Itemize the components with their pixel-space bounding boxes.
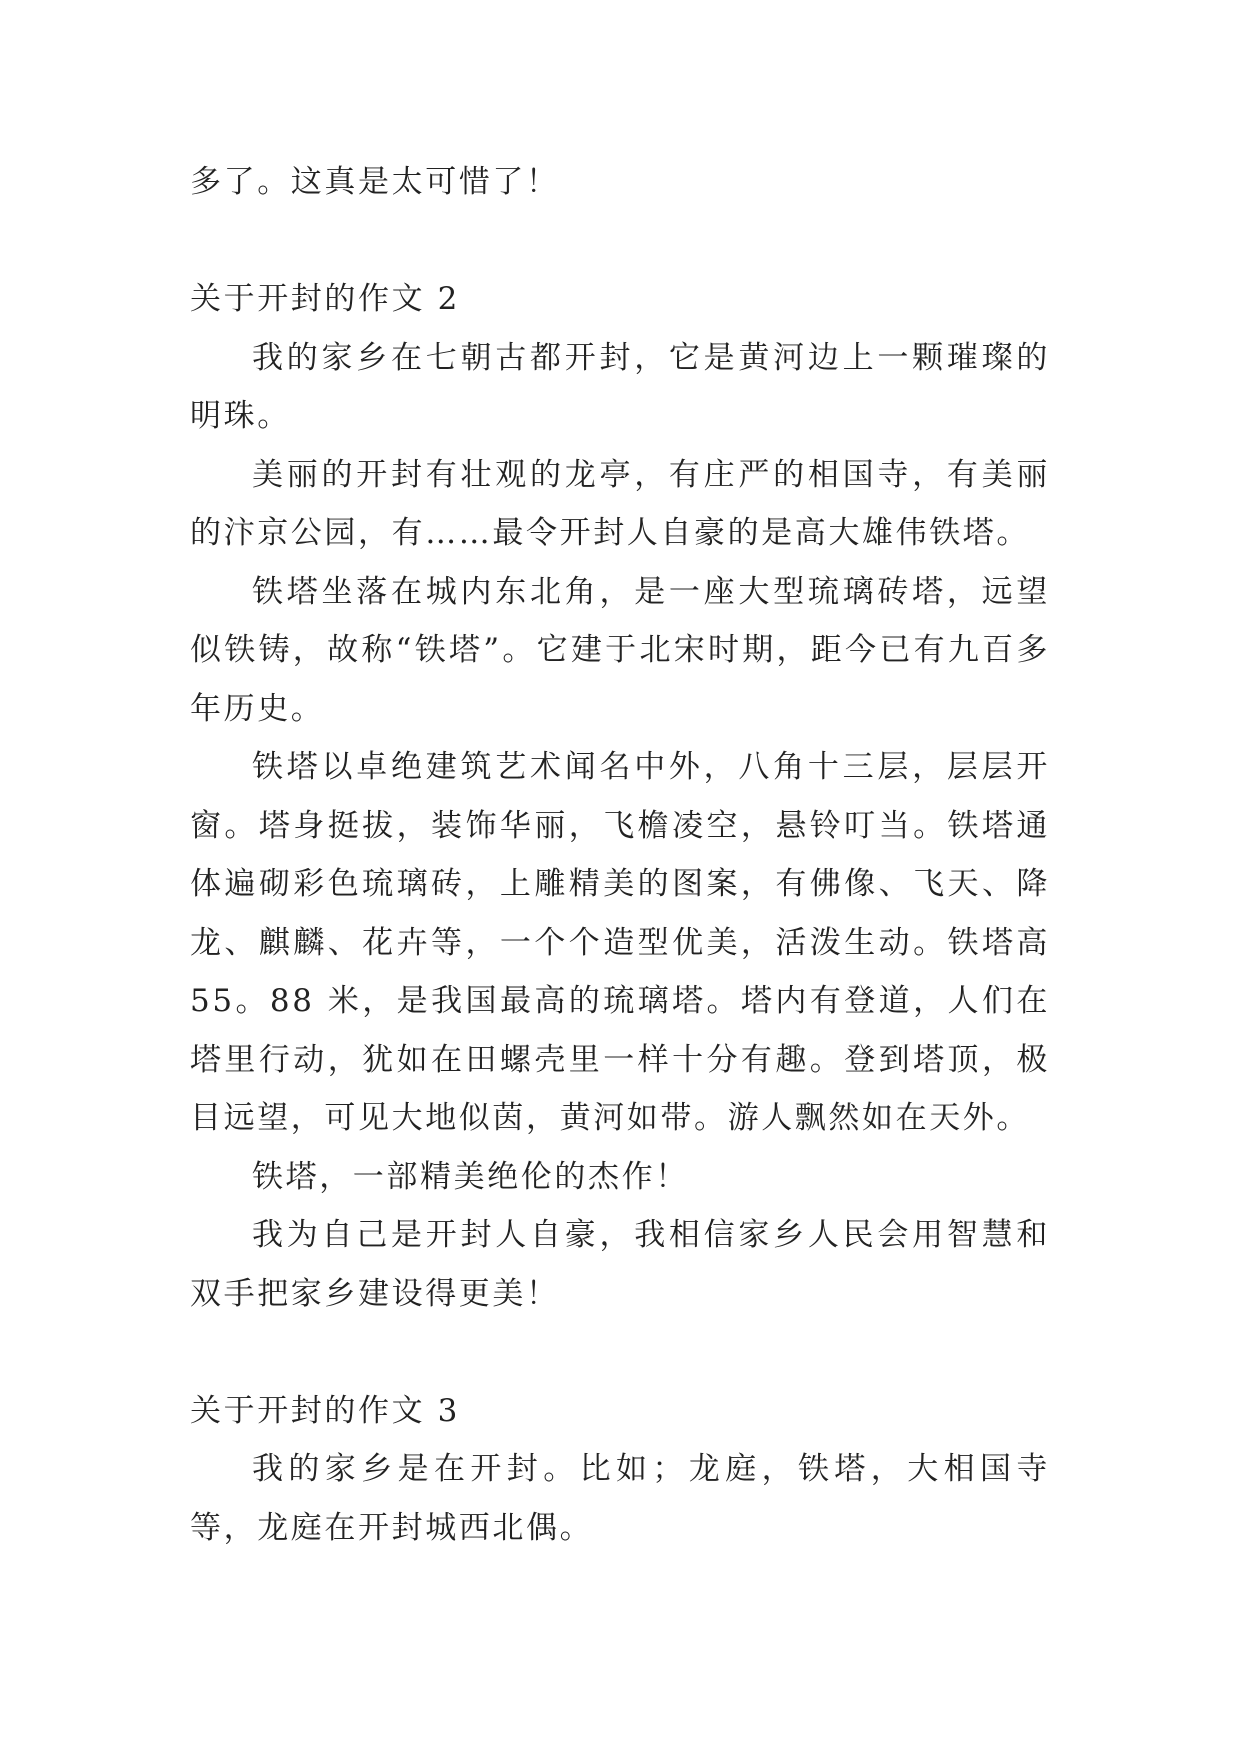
paragraph: 我为自己是开封人自豪，我相信家乡人民会用智慧和双手把家乡建设得更美！ (190, 1217, 1050, 1312)
continuation-text: 多了。这真是太可惜了！ (190, 164, 560, 200)
section-gap (190, 1323, 1050, 1382)
paragraph: 铁塔，一部精美绝伦的杰作！ (252, 1158, 689, 1195)
section-heading-2: 关于开封的作文 2 (190, 281, 460, 317)
section-gap (190, 212, 1050, 271)
paragraph: 我的家乡在七朝古都开封，它是黄河边上一颗璀璨的明珠。 (190, 339, 1050, 434)
paragraph: 美丽的开封有壮观的龙亭，有庄严的相国寺，有美丽的汴京公园，有……最令开封人自豪的是高大雄伟铁塔。 (190, 456, 1050, 551)
document-body (190, 153, 1050, 1557)
section-heading-3: 关于开封的作文 3 (190, 1392, 460, 1429)
paragraph: 我的家乡是在开封。比如；龙庭，铁塔，大相国寺等，龙庭在开封城西北偶。 (190, 1451, 1050, 1546)
paragraph: 铁塔坐落在城内东北角，是一座大型琉璃砖塔，远望似铁铸，故称“铁塔”。它建于北宋时期，距今已有九百多年历史。 (190, 573, 1050, 727)
paragraph: 铁塔以卓绝建筑艺术闻名中外，八角十三层，层层开窗。塔身挺拔，装饰华丽，飞檐凌空，悬铃叮当。铁塔通体遍砌彩色琉璃砖，上雕精美的图案，有佛像、飞天、降龙、麒麟、花卉等，一个个造型优美，活泼生动。铁塔高 55。88 米，是我国最高的琉璃塔。塔内有登道，人们在塔里行动，犹如在田螺壳里一样十分有趣。登到塔顶，极目远望，可见大地似茵，黄河如带。游人飘然如在天外。 (190, 749, 1050, 1136)
